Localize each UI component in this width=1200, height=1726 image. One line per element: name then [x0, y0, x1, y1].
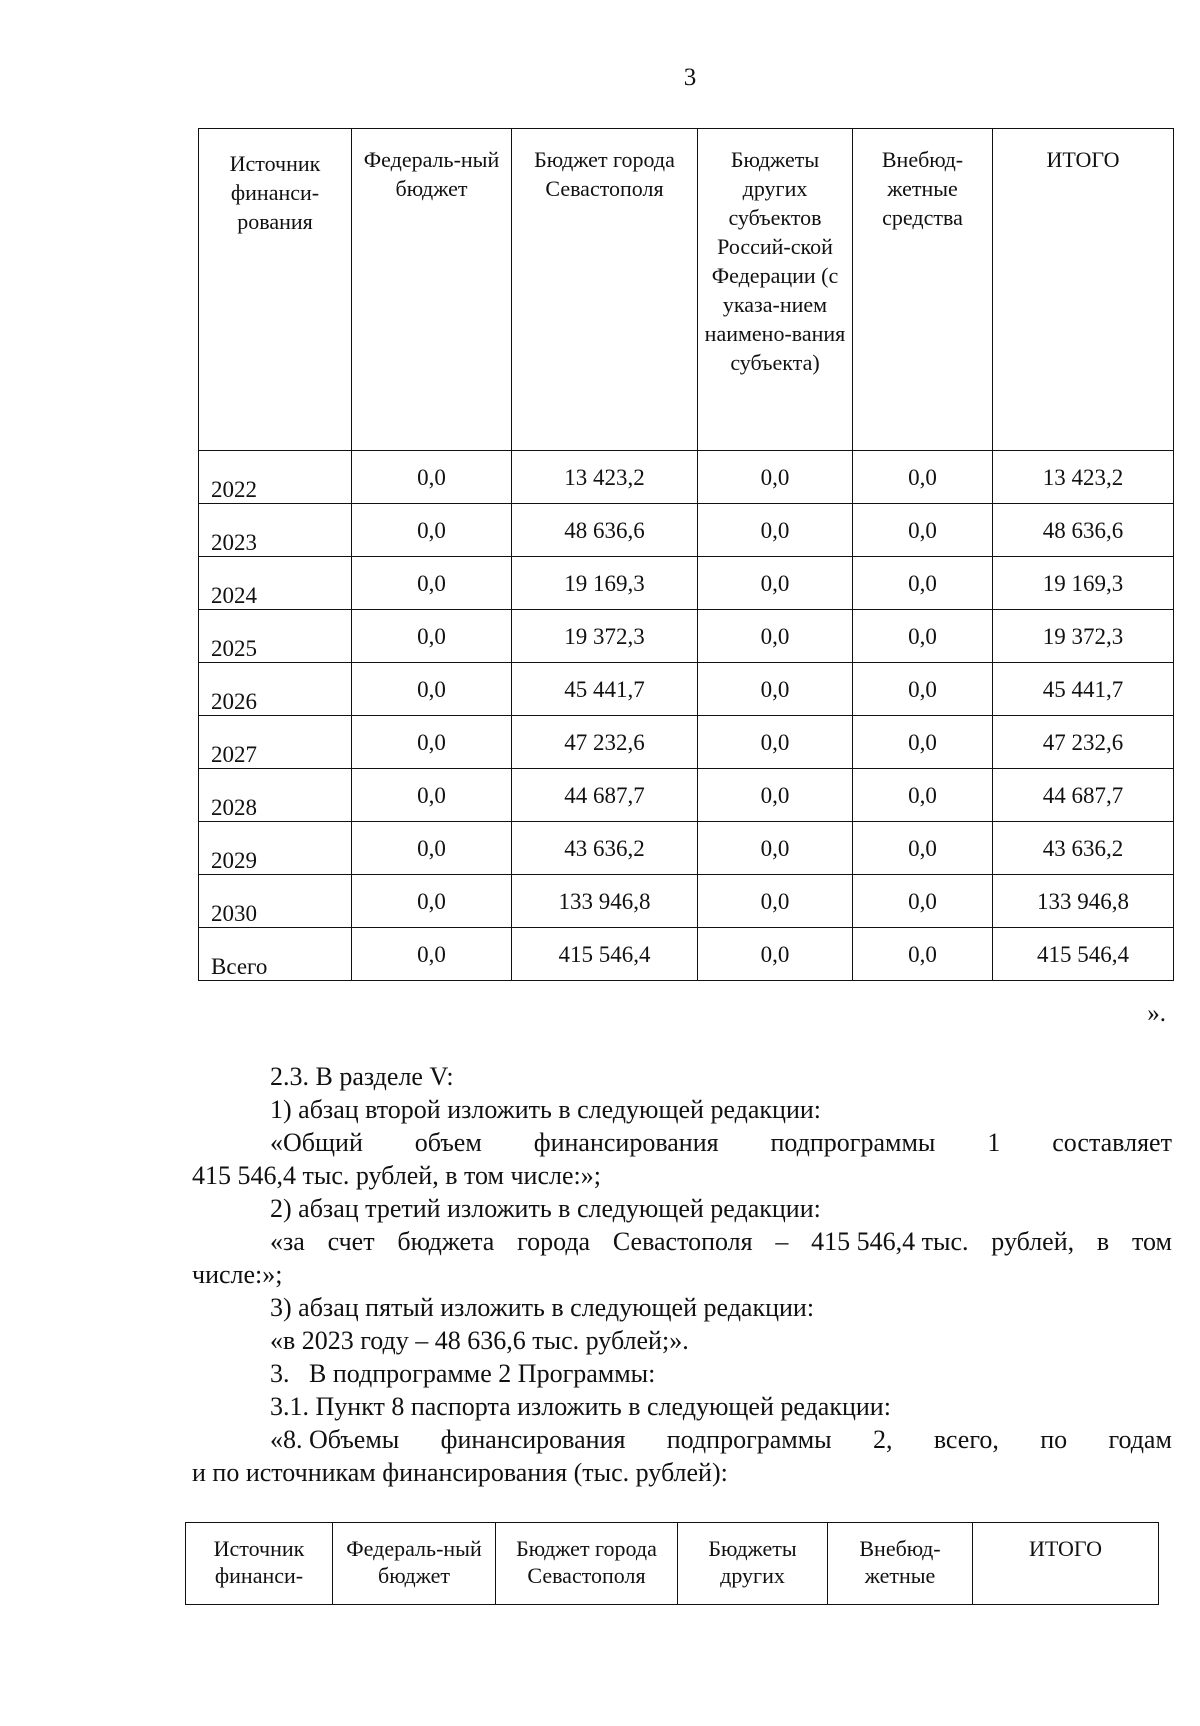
header-total: ИТОГО: [973, 1523, 1159, 1605]
cell-other-subjects: 0,0: [698, 822, 853, 875]
row-label: 2029: [199, 822, 352, 875]
table-row: [199, 822, 1174, 875]
paragraph-quote-4-cont: и по источникам финансирования (тыс. рублей):: [192, 1458, 728, 1487]
cell-city-budget: 13 423,2: [512, 451, 698, 504]
cell-federal: 0,0: [352, 610, 512, 663]
cell-total: 43 636,2: [993, 822, 1174, 875]
cell-federal: 0,0: [352, 769, 512, 822]
cell-other-subjects: 0,0: [698, 928, 853, 981]
header-extrabudgetary: Внебюд-жетные средства: [853, 129, 993, 451]
row-label: 2030: [199, 875, 352, 928]
cell-federal: 0,0: [352, 504, 512, 557]
paragraph-item-1: 1) абзац второй изложить в следующей редакции:: [270, 1095, 822, 1124]
cell-other-subjects: 0,0: [698, 504, 853, 557]
header-source: Источник финанси-: [186, 1523, 333, 1605]
cell-other-subjects: 0,0: [698, 610, 853, 663]
cell-federal: 0,0: [352, 716, 512, 769]
cell-extrabudgetary: 0,0: [853, 557, 993, 610]
header-federal: Федераль-ный бюджет: [352, 129, 512, 451]
financing-table-subprogram-1: [198, 128, 1174, 981]
table-row: [199, 610, 1174, 663]
cell-total: 45 441,7: [993, 663, 1174, 716]
paragraph-section-2-3: 2.3. В разделе V:: [270, 1062, 454, 1091]
cell-extrabudgetary: 0,0: [853, 822, 993, 875]
cell-extrabudgetary: 0,0: [853, 875, 993, 928]
cell-federal: 0,0: [352, 451, 512, 504]
cell-federal: 0,0: [352, 928, 512, 981]
cell-city-budget: 415 546,4: [512, 928, 698, 981]
cell-extrabudgetary: 0,0: [853, 716, 993, 769]
row-label: 2023: [199, 504, 352, 557]
table-row: [199, 716, 1174, 769]
cell-other-subjects: 0,0: [698, 451, 853, 504]
row-label: 2028: [199, 769, 352, 822]
paragraph-quote-4-line: «8. Объемы финансирования подпрограммы 2, всего, по годам: [270, 1425, 1172, 1454]
cell-other-subjects: 0,0: [698, 716, 853, 769]
cell-total: 415 546,4: [993, 928, 1174, 981]
cell-city-budget: 19 372,3: [512, 610, 698, 663]
cell-federal: 0,0: [352, 663, 512, 716]
paragraph-quote-2-cont: числе:»;: [192, 1260, 283, 1289]
table-row-total: [199, 928, 1174, 981]
cell-other-subjects: 0,0: [698, 663, 853, 716]
cell-city-budget: 19 169,3: [512, 557, 698, 610]
paragraph-quote-1-cont: 415 546,4 тыс. рублей, в том числе:»;: [192, 1161, 601, 1190]
closing-quote: ».: [1147, 1000, 1166, 1027]
cell-extrabudgetary: 0,0: [853, 663, 993, 716]
cell-total: 13 423,2: [993, 451, 1174, 504]
cell-total: 47 232,6: [993, 716, 1174, 769]
cell-federal: 0,0: [352, 557, 512, 610]
header-city-budget: Бюджет города Севастополя: [496, 1523, 678, 1605]
cell-other-subjects: 0,0: [698, 875, 853, 928]
header-extrabudgetary: Внебюд-жетные: [828, 1523, 973, 1605]
cell-federal: 0,0: [352, 822, 512, 875]
header-other-subjects: Бюджеты других субъектов Россий-ской Федерации (с указа-нием наимено-вания субъекта): [698, 129, 853, 451]
table-row: [199, 557, 1174, 610]
cell-city-budget: 47 232,6: [512, 716, 698, 769]
cell-city-budget: 45 441,7: [512, 663, 698, 716]
table-header-row: [199, 129, 1174, 451]
table-row: [199, 769, 1174, 822]
cell-city-budget: 44 687,7: [512, 769, 698, 822]
paragraph-section-3: 3. В подпрограмме 2 Программы:: [270, 1359, 656, 1388]
paragraph-item-3: 3) абзац пятый изложить в следующей редакции:: [270, 1293, 815, 1322]
page-number: 3: [683, 64, 697, 91]
header-other-subjects: Бюджеты других: [678, 1523, 828, 1605]
row-label: 2025: [199, 610, 352, 663]
cell-extrabudgetary: 0,0: [853, 928, 993, 981]
header-federal: Федераль-ный бюджет: [333, 1523, 496, 1605]
cell-other-subjects: 0,0: [698, 557, 853, 610]
header-source: Источник финанси-рования: [199, 129, 352, 451]
row-label: 2022: [199, 451, 352, 504]
paragraph-item-2: 2) абзац третий изложить в следующей редакции:: [270, 1194, 821, 1223]
paragraph-quote-1-line: «Общий объем финансирования подпрограммы 1 составляет: [270, 1128, 1172, 1157]
row-label: 2027: [199, 716, 352, 769]
table-row: [199, 504, 1174, 557]
cell-total: 44 687,7: [993, 769, 1174, 822]
paragraph-quote-2-line: «за счет бюджета города Севастополя – 415 546,4 тыс. рублей, в том: [270, 1227, 1172, 1256]
amendment-text: [192, 1060, 1172, 1489]
cell-other-subjects: 0,0: [698, 769, 853, 822]
cell-total: 133 946,8: [993, 875, 1174, 928]
header-total: ИТОГО: [993, 129, 1174, 451]
paragraph-section-3-1: 3.1. Пункт 8 паспорта изложить в следующей редакции:: [270, 1392, 891, 1421]
cell-total: 48 636,6: [993, 504, 1174, 557]
cell-extrabudgetary: 0,0: [853, 610, 993, 663]
table-row: [199, 875, 1174, 928]
row-label: 2026: [199, 663, 352, 716]
row-label: 2024: [199, 557, 352, 610]
cell-total: 19 372,3: [993, 610, 1174, 663]
paragraph-quote-3: «в 2023 году – 48 636,6 тыс. рублей;».: [270, 1326, 689, 1355]
cell-extrabudgetary: 0,0: [853, 504, 993, 557]
table-row: [199, 451, 1174, 504]
cell-city-budget: 48 636,6: [512, 504, 698, 557]
cell-extrabudgetary: 0,0: [853, 451, 993, 504]
cell-extrabudgetary: 0,0: [853, 769, 993, 822]
row-label: Всего: [199, 928, 352, 981]
cell-federal: 0,0: [352, 875, 512, 928]
cell-total: 19 169,3: [993, 557, 1174, 610]
table-header-row: [186, 1523, 1159, 1605]
header-city-budget: Бюджет города Севастополя: [512, 129, 698, 451]
cell-city-budget: 133 946,8: [512, 875, 698, 928]
cell-city-budget: 43 636,2: [512, 822, 698, 875]
table-row: [199, 663, 1174, 716]
financing-table-subprogram-2: [185, 1522, 1159, 1605]
